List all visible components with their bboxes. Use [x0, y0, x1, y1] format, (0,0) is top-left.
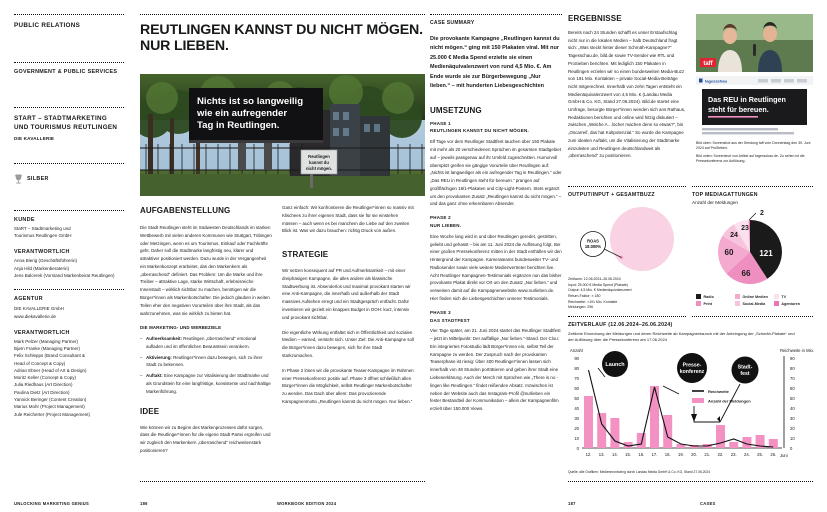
- agency-label: AGENTUR: [14, 296, 43, 303]
- value-tv: 23: [741, 225, 749, 232]
- chart-mediagattungen-subtitle: Anzahl der Meldungen: [692, 200, 738, 205]
- phase-2-label: PHASE 2: [430, 215, 451, 221]
- bar-17: [650, 386, 659, 448]
- legend-item-radio: [696, 294, 735, 299]
- bar-16: [637, 433, 646, 448]
- footer-right: CASES: [700, 501, 716, 506]
- case-summary-lead: Die provokante Kampagne „Reutlingen kannst du nicht mögen.“ ging mit 150 Plakaten viral. Mit nur 25.000 € Media Spend erzielte sie einen Medienäquivalenzwert von rund 4,5 Mio. €. Am Ende wurde sie zur Bürgerbewegung „Nur lieben.“ – mit hunderten Liebesgeschichten: [430, 36, 560, 90]
- strategie-paragraph-2: In Phase 2 lösen wir die provokante Teaser-Kampagne im Rahmen einer Pressekonferenz positiv auf. Phase 3 öffnet schließlich allen Bürger*innen die Möglichkeit, selbst Reutlinger Markenbotschafter zu werden. Das Dach über allem: Das provozierende Kampagnenmotto „Reutlingen kannst du nicht mögen. Nur lieben.“: [282, 367, 414, 404]
- divider: [140, 481, 425, 482]
- chart-zeitverlauf-legend: [692, 389, 751, 403]
- section-idee-title: IDEE: [140, 406, 160, 416]
- left-tick-10: 10: [574, 436, 579, 441]
- idee-paragraph-1: Ganz einfach: Wir konfrontieren die Reutlinger*innen so massiv mit Klischees zu ihrer eigenen Stadt, dass sie für sie einstehen müssen – auch wenn es bei manchem die Liebe auf den zweiten Blick ist. Was wir dazu brauchen: richtig Druck von außen.: [282, 205, 414, 234]
- hero-photo-image: [140, 74, 425, 196]
- right-tick-10: 10: [790, 436, 795, 441]
- phase-3-text: Vier Tage später, am 21. Juni 2024 startet das Reutlinger Stadtfest – jetzt im Mittelpunkt: Der auffällige „Nur lieben.“-Stand. Der Clou: Ein integriertes Fotostudio lädt Bürger*innen ein, selbst Teil der Kampagne zu werden. Der Zuspruch nach der provokanten Teaserphase ist riesig: Über 400 Reutlinger*innen lassen sich innerhalb von 48 Stunden porträtieren und geben ihrer Stadt eine Liebeserklärung. Auch der Merch mit Sprüchen wie „There is no -lingen like Reutlingen.“ findet reißenden Absatz. Inzwischen ist neben der Website auch das Instagram-Profil @nurlieben ein fester Bestandteil der Kommunikation – allein der Kampagnenfilm erzielt über 150.000 Views.: [430, 328, 561, 412]
- x-tick-24: 24.: [743, 452, 750, 457]
- chart-mediagattungen: [692, 208, 813, 292]
- responsible-agency-0: Mark Pelzer (Managing Partner): [14, 338, 79, 344]
- legend-swatch-icon: [774, 301, 779, 306]
- goal-text: Reutlinger*innen dazu bewegen, sich zu ihrer Stadt zu bekennen.: [146, 354, 263, 368]
- strategie-paragraph-1: Die eigentliche Wirkung entfaltet sich in Öffentlichkeit und sozialen Medien – earned, versteht sich. Unser Ziel: Die Anti-Kampagne soll die Bürger*innen dazu bewegen, sich für ihre Stadt starkzumachen.: [282, 329, 414, 358]
- client-name-line1: StaRT – Stadtmarketing und: [14, 225, 71, 231]
- svg-text:taff: taff: [703, 61, 713, 67]
- x-tick-16: 16.: [638, 452, 645, 457]
- agency-name-top: DIE KAVALLERIE: [14, 136, 55, 142]
- zeitverlauf-chart: [568, 344, 816, 476]
- x-tick-20: 20.: [691, 452, 698, 457]
- legend-item-agenturen: [774, 301, 813, 306]
- body-column-right: [282, 204, 414, 413]
- phase-3-label: PHASE 3: [430, 309, 451, 315]
- right-tick-0: 0: [790, 446, 793, 451]
- note-meldungen: Meldungen: 296: [568, 305, 594, 310]
- trophy-icon: [14, 174, 23, 184]
- responsible-agency-6: Julia Riedhaus (Art Direction): [14, 382, 73, 388]
- divider: [568, 481, 813, 482]
- chart-mediagattungen-title: TOP MEDIAGATTUNGEN: [692, 192, 758, 198]
- legend-item-online-medien: [735, 294, 774, 299]
- aufgabenstellung-paragraph-0: Die Stadt Reutlingen steht im Südwesten Deutschlands im starken Wettbewerb mit vielen anderen Kommunen wie Stuttgart, Tübingen oder Metzingen, wenn es um Tourismus, Einkauf oder Fachkräfte geht. Daher soll die Stadtmarke langfristig neu, klarer und attraktiver positioniert werden. Dazu wurde in der Vergangenheit ein Markenkonzept erarbeitet, das den Markenkern als „überraschend“ definiert. Das Problem: Um die Marke und ihre Treiber – attraktive Lage, starke Wirtschaft, erlebnisreiche Innenstadt – wirklich sichtbar zu machen, benötigen wir die Bürger*innen als Markenbotschafter. Die jedoch glauben in weiten Teilen eher den negativen Vorurteilen über ihre Stadt, als das wahrzunehmen, was sie wirklich zu bieten hat.: [140, 225, 272, 316]
- phase-2-title: NUR LIEBEN.: [430, 223, 462, 228]
- section-strategie-title: STRATEGIE: [282, 250, 329, 260]
- strategie-paragraph-0: Wir setzen konsequent auf PR und Aufmerksamkeit – mit einer dreiphasigen Kampagne, die alles andere als klassische Stadtwerbung ist. Absenderlos und maximal provokant starten wir eine Anti-Kampagne, die innerhalb und außerhalb der Stadt massives Aufsehen erregt und ein Stadtgespräch entfacht. Dafür investieren wir gezielt ein knappes Budget in OOH: kurz, intensiv und provokant sichtbar.: [282, 268, 411, 320]
- svg-text:Presse-: Presse-: [682, 362, 702, 369]
- responsible-agency-5: Moritz Keller (Concept & Copy): [14, 375, 77, 381]
- right-tick-90: 90: [790, 356, 795, 361]
- sign-line-2: kannst du: [309, 160, 329, 165]
- x-tick-12: 12.: [585, 452, 592, 457]
- phase-3-title: DAS STADTFEST: [430, 317, 470, 323]
- svg-text:konferenz: konferenz: [679, 369, 705, 375]
- phase-2-text: Eine Woche lang wird in und über Reutlingen geredet, gestritten, geliebt und gehasst – bis am 11. Juni 2024 die Auflösung folgt. Bei einer großen Pressekonferenz mitten in der Stadt enthüllen wir den Hintergrund der Kampagne. Kamerateams bundesweiter TV- und Radiosender sowie viele weitere Medienvertreter berichten live. Acht Reutlinger Kampagnen-Testimonials ergänzen nun das bisher provokante Plakat direkt vor Ort um den Zusatz „Nur lieben.“ und verweisen damit auf die Kampagnenwebsite www.nurlieben.de. Hier finden sich die Liebesgeschichten unserer Testimonials.: [430, 233, 562, 301]
- bar-13: [597, 413, 606, 448]
- left-tick-70: 70: [574, 376, 579, 381]
- x-tick-23: 23.: [730, 452, 737, 457]
- sign-line-1: Reutlingen: [308, 154, 330, 159]
- left-tick-60: 60: [574, 386, 579, 391]
- mediagattungen-pie: [692, 208, 813, 292]
- responsible-agency-2: Felix Schlepps (Brand Consultant &: [14, 353, 86, 359]
- responsible-agency-9: Marius Mohr (Project Management): [14, 404, 85, 410]
- right-tick-50: 50: [790, 396, 795, 401]
- legend-label-reichweite: Reichweite: [708, 389, 729, 394]
- phase-1-label: PHASE 1: [430, 120, 451, 126]
- goal-lead: Aktivierung:: [146, 354, 172, 360]
- goal-item: [140, 335, 272, 351]
- roas-bubble-chart: [568, 203, 686, 275]
- legend-swatch-icon: [735, 294, 740, 299]
- svg-text:fest: fest: [740, 371, 750, 377]
- photo-tagesschau-image: [696, 76, 813, 138]
- responsible-agency-1: Bjørn Franke (Managing Partner): [14, 346, 81, 352]
- divider: [692, 186, 813, 187]
- right-tick-60: 60: [790, 386, 795, 391]
- bar-14: [610, 418, 619, 448]
- x-tick-21: 21.: [704, 452, 711, 457]
- legend-label-meldungen: Anzahl der Meldungen: [708, 398, 751, 404]
- poster-line-2: wie ein aufregender: [197, 108, 288, 119]
- photo-tagesschau-screenshot: [696, 76, 813, 138]
- chart-source-note: Quelle: alle Grafiken: Medienmonitoring durch Landau Media GmbH & Co. KG, Stand 27.06.2024: [568, 470, 711, 474]
- right-tick-70: 70: [790, 376, 795, 381]
- x-tick-14: 14.: [611, 452, 618, 457]
- goal-text: Reutlingen „überraschend“ emotional aufladen und im öffentlichen Bewusstsein verankern.: [146, 336, 257, 349]
- note-reichweite: Reichweite: >191 Mio. Kontakte: [568, 299, 618, 304]
- responsible-agency-7: Paulina Dietz (Art Direction): [14, 389, 70, 395]
- responsible-client-1: Anja Hild (Markenberaterin): [14, 265, 70, 271]
- value-agenturen: 2: [760, 210, 764, 217]
- chart-zeitverlauf-subtitle: Zeitliche Einordnung der Meldungen und deren Reichweite ab Kampagnenlaunch mit der Anbringung der „Schmäh-Plakate“ und der Auflösung über die Pressekonferenz am 17.06.2024: [568, 331, 795, 342]
- section-ergebnisse-title: ERGEBNISSE: [568, 14, 622, 23]
- right-tick-20: 20: [790, 426, 795, 431]
- industry-label: GOVERNMENT & PUBLIC SERVICES: [14, 69, 118, 76]
- news-headline-line-1: Das REU in Reutlingen: [708, 95, 786, 104]
- case-summary-column: [430, 14, 562, 420]
- x-tick-22: 22.: [717, 452, 724, 457]
- small-sign: [301, 150, 337, 174]
- award-label: SILBER: [27, 175, 49, 182]
- left-tick-20: 20: [574, 426, 579, 431]
- body-column-left: [140, 204, 272, 462]
- legend-swatch-icon: [774, 294, 779, 299]
- ergebnisse-text: Bereits nach 24 Stunden schafft es unser Erstaufschlag nicht nur in die lokalen Medien – halb Deutschland fragt sich: „Was steckt hinter dieser Schmäh-Kampagne?“ Tagesschau.de, bild.de sowie TV-Sender wie RTL und ProSieben berichten. Mit lediglich 150 Plakaten in Reutlingen erzielen wir so einen bundesweiten Media-Buzz von 191 Mio. Kontakten – private Social-Media-Beiträge nicht mitgerechnet. Innerhalb von zehn Tagen entsteht ein Medienäquivalenzwert von 4,5 Mio. € (Landau Media GmbH & Co. KG, Stand 27.06.2024). Bild.de startet eine Umfrage, besorgte Bürger*innen wenden sich ans Rathaus, Redaktionen berichten und online wird hitzig diskutiert – zwischen „Welche A…löcher machen denn so etwas?“, bis „Oscarreif, das hat Kultpotenzial.“ So wurde die Kampagne zum idealen Auftakt, um die Vitalisierung der Stadtmarke einzuleiten und Reutlingen deutschlandweit als „überraschend“ zu positionieren.: [568, 30, 686, 159]
- case-summary-kicker: CASE SUMMARY: [430, 20, 475, 26]
- section-aufgabenstellung-title: AUFGABENSTELLUNG: [140, 206, 231, 215]
- news-headline-line-2: steht für bereuen.: [708, 105, 769, 114]
- roas-callout-value: 18.000%: [584, 244, 602, 250]
- svg-text:Launch: Launch: [605, 362, 625, 368]
- footer-page-right: 187: [568, 501, 576, 506]
- note-input: Input: 25.000 € Media Spend (Plakate): [568, 282, 628, 287]
- left-tick-80: 80: [574, 366, 579, 371]
- client-label: KUNDE: [14, 216, 35, 223]
- right-tick-40: 40: [790, 406, 795, 411]
- value-online-medien: 60: [724, 248, 734, 257]
- legend-swatch-icon: [696, 294, 701, 299]
- x-tick-17: 17.: [651, 452, 658, 457]
- sign-line-3: nicht mögen.: [305, 166, 333, 171]
- divider: [568, 186, 686, 187]
- footer-left: UNLOCKING MARKETING GENIUS: [14, 501, 90, 506]
- client-title-line2: UND TOURISMUS REUTLINGEN: [14, 124, 118, 132]
- note-return-faktor: Return-Faktor: × 180: [568, 293, 601, 298]
- award-badge: [14, 174, 124, 184]
- left-tick-90: 90: [574, 356, 579, 361]
- annotation-pressekonferenz: [663, 353, 707, 394]
- goal-item: [140, 372, 272, 395]
- legend-label: TV: [781, 294, 787, 299]
- section-umsetzung-title: UMSETZUNG: [430, 105, 482, 115]
- chart-zeitverlauf-title: ZEITVERLAUF (12.06.2024–26.06.2024): [568, 322, 673, 328]
- chart-output-input: [568, 203, 686, 275]
- marketing-goals-label: DIE MARKETING- UND WERBEZIELE: [140, 325, 222, 331]
- bar-12: [584, 396, 593, 448]
- chart-mediagattungen-legend: [696, 294, 813, 306]
- goal-item: [140, 354, 272, 370]
- legend-item-tv: [774, 294, 813, 299]
- meta-column: [14, 14, 124, 418]
- hero-photo: [140, 74, 425, 196]
- axis-label-left: Anzahl: [570, 348, 583, 353]
- bar-23: [729, 442, 738, 448]
- left-tick-40: 40: [574, 406, 579, 411]
- legend-label: Social-Media: [742, 301, 766, 306]
- responsible-client-0: Anna Bierig (Geschäftsführerin): [14, 258, 78, 264]
- divider: [692, 316, 813, 317]
- x-tick-15: 15.: [625, 452, 632, 457]
- responsible-agency-8: Yannick Beringer (Content Creation): [14, 397, 87, 403]
- x-tick-19: 19.: [677, 452, 684, 457]
- chart-output-input-notes: [568, 277, 686, 311]
- bar-22: [716, 425, 725, 448]
- footer-center: WORKBOOK EDITION 2024: [277, 501, 337, 506]
- phase-1-title: REUTLINGEN KANNST DU NICHT MÖGEN.: [430, 128, 529, 134]
- umsetzung-body: [430, 121, 562, 413]
- poster-line-1: Nichts ist so langweilig: [197, 96, 304, 107]
- right-tick-80: 80: [790, 366, 795, 371]
- divider: [568, 316, 686, 317]
- legend-label: Radio: [703, 294, 714, 299]
- goal-text: Eine Kampagne zur Vitalisierung der Stadtmarke und als Grundstein für eine langfristige, konsistente und nachhaltige Markenführung.: [146, 373, 271, 394]
- axis-label-right: Reichweite in Mio.: [780, 348, 814, 353]
- category-label: PUBLIC RELATIONS: [14, 22, 81, 29]
- legend-swatch-icon: [735, 301, 740, 306]
- legend-label: Online Medien: [742, 294, 768, 299]
- headline-block: [140, 14, 425, 55]
- legend-swatch-meldungen-icon: [692, 398, 704, 403]
- agency-url[interactable]: www.diekavallerie.de: [14, 313, 57, 319]
- legend-swatch-icon: [696, 301, 701, 306]
- client-title-line1: START – STADTMARKETING: [14, 115, 108, 123]
- photo-caption-top: Bild oben: Screenshot aus der Sendung taff vom Donnerstag den 30. Juni 2024 auf ProSieben.: [696, 141, 811, 151]
- results-column: [568, 14, 686, 160]
- responsible-agency-3: Head of Concept & Copy): [14, 360, 66, 366]
- photo-taff-image: [696, 14, 813, 72]
- photo-taff-screenshot: [696, 14, 813, 72]
- value-radio: 121: [759, 249, 773, 258]
- page-title: REUTLINGEN KANNST DU NICHT MÖGEN. NUR LIEBEN.: [140, 22, 423, 55]
- marketing-goals-list: [140, 335, 272, 395]
- chart-output-input-title: OUTPUT/INPUT + GESAMTBUZZ: [568, 192, 655, 198]
- legend-label: Agenturen: [781, 301, 801, 306]
- x-tick-18: 18.: [664, 452, 671, 457]
- legend-label: Print: [703, 301, 713, 306]
- goal-lead: Auftakt:: [146, 373, 163, 379]
- value-print: 66: [741, 269, 751, 278]
- x-tick-25: 25.: [757, 452, 764, 457]
- x-tick-26: 26.: [770, 452, 777, 457]
- phase-1-text: Elf Tage vor dem Reutlinger Stadtfest tauchen über 150 Plakate mit mehr als 20 verschiedenen Sprüchen im gesamten Stadtgebiet auf – jeweils passgenau auf ihr Umfeld zugeschnitten. Humorvoll überspitzt greifen sie gängige Vorurteile über Reutlingen auf: „Nichts ist langweiliger als ein aufregender Tag in Reutlingen.“ oder „Das REU in Reutlingen steht für bereuen.“ prangen auf großflächigen 18/1-Plakaten und City-Light-Postern. Stets ergänzt um den provokanten Zusatz „Reutlingen kannst du nicht mögen.“ – und das ganz ohne erkennbaren Absender.: [430, 139, 562, 207]
- idee-paragraph-0: Wie können wir zu Beginn des Markenprozesses dafür sorgen, dass die Reutlinger*innen für die eigene Stadt Partei ergreifen und wir zugleich den Markenkern „überraschend“ reichweitenstark positionieren?: [140, 424, 271, 453]
- x-axis-title: Juni: [780, 453, 788, 458]
- footer-page-left: 186: [140, 501, 148, 506]
- client-name-line2: Tourismus Reutlingen GmbH: [14, 233, 72, 239]
- agency-name: DIE KAVALLERIE GmbH: [14, 306, 64, 312]
- left-tick-0: 0: [576, 446, 579, 451]
- legend-item-print: [696, 301, 735, 306]
- left-tick-50: 50: [574, 396, 579, 401]
- left-tick-30: 30: [574, 416, 579, 421]
- chart-zeitverlauf: [568, 344, 816, 476]
- svg-text:Stadt-: Stadt-: [737, 364, 753, 371]
- annotation-launch: [598, 351, 628, 377]
- photo-caption-bottom: Bild unten: Screenshot von Artikel auf tagesschau.de. Zu sehen ist die Pressekonferenz zur Auflösung.: [696, 154, 805, 164]
- responsible-client-2: Jens Balcerek (Vorstand Markenbeirat Reutlingen): [14, 272, 115, 278]
- responsible-label-client: VERANTWORTLICH: [14, 249, 70, 256]
- roas-large-bubble: [610, 207, 674, 271]
- value-social-media: 24: [730, 232, 738, 239]
- note-output: Output: 4,5 Mio. € Medienäquivalenzwert: [568, 288, 632, 293]
- tagesschau-wordmark: tagesschau: [705, 78, 728, 84]
- note-zeitraum: Zeitraum: 12.06.2024–26.06.2024: [568, 277, 621, 281]
- poster-line-3: Tag in Reutlingen.: [197, 120, 280, 131]
- legend-item-social-media: [735, 301, 774, 306]
- responsible-agency-10: Jule Reicherter (Project Management): [14, 411, 91, 417]
- right-tick-30: 30: [790, 416, 795, 421]
- responsible-label-agency: VERANTWORTLICH: [14, 329, 70, 336]
- bar-18: [663, 415, 672, 448]
- x-tick-13: 13.: [598, 452, 605, 457]
- goal-lead: Aufmerksamkeit:: [146, 336, 183, 342]
- responsible-agency-4: Adrian Ebner (Head of Art & Design): [14, 367, 87, 373]
- roas-callout-label: ROAS: [587, 238, 599, 244]
